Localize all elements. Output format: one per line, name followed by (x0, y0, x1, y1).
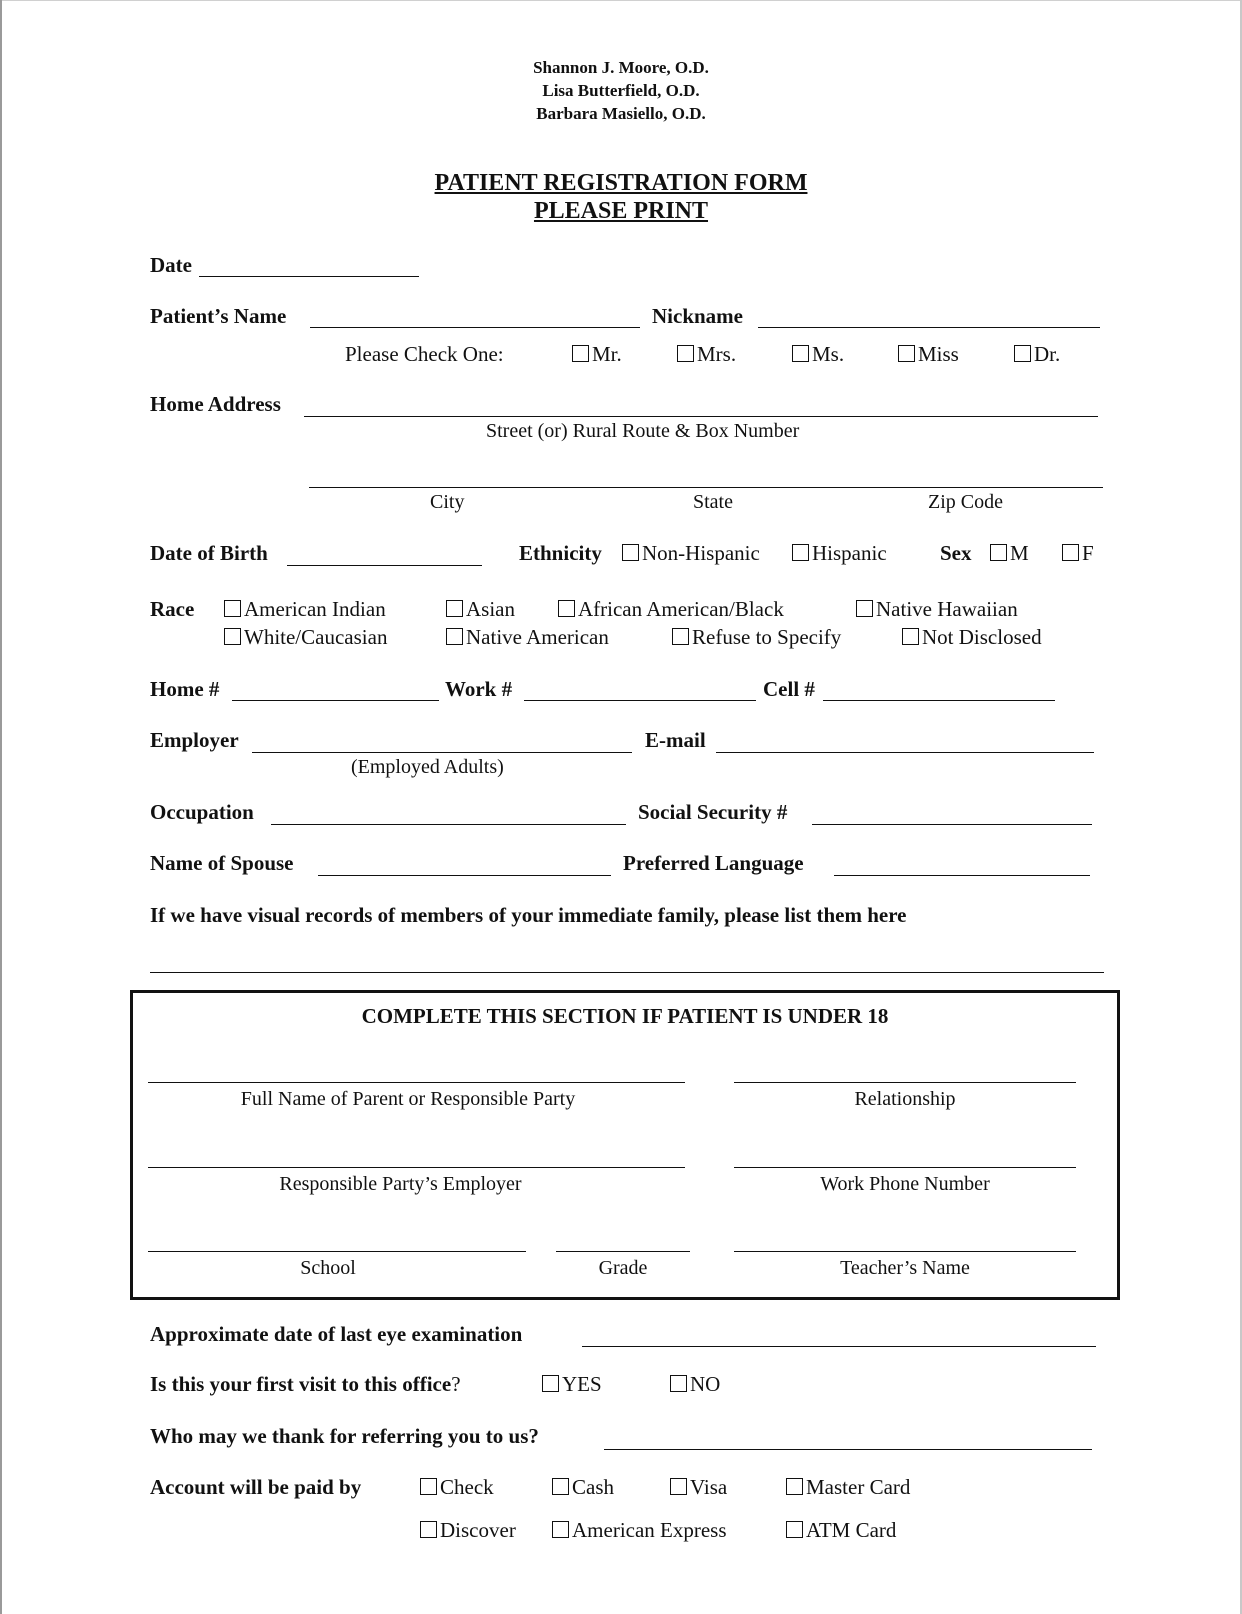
cell-phone-field[interactable] (823, 700, 1055, 701)
payment-option-discover[interactable]: Discover (420, 1518, 516, 1543)
dob-label: Date of Birth (150, 541, 268, 565)
payment-option-master-card[interactable]: Master Card (786, 1475, 910, 1500)
form-title: PATIENT REGISTRATION FORM (434, 170, 808, 196)
page-border-top (0, 0, 1242, 1)
first-visit-yes[interactable]: YES (542, 1372, 602, 1397)
first-visit-no[interactable]: NO (670, 1372, 720, 1397)
relationship-field[interactable] (734, 1082, 1076, 1083)
race-option-african-american[interactable]: African American/Black (558, 597, 784, 622)
sex-option-m[interactable]: M (990, 541, 1029, 566)
payment-option-amex[interactable]: American Express (552, 1518, 727, 1543)
language-field[interactable] (834, 875, 1090, 876)
race-option-asian[interactable]: Asian (446, 597, 515, 622)
checkbox-icon (898, 345, 915, 362)
email-field[interactable] (716, 752, 1094, 753)
race-option-white[interactable]: White/Caucasian (224, 625, 387, 650)
nickname-label: Nickname (652, 304, 743, 328)
rp-employer-caption: Responsible Party’s Employer (279, 1173, 522, 1195)
race-option-refuse[interactable]: Refuse to Specify (672, 625, 841, 650)
title-option-ms[interactable]: Ms. (792, 342, 844, 367)
dob-field[interactable] (287, 565, 482, 566)
doctor-list (0, 56, 1242, 125)
employer-label: Employer (150, 728, 239, 752)
ethnicity-option-non-hispanic[interactable]: Non-Hispanic (622, 541, 760, 566)
zip-caption: Zip Code (928, 491, 1003, 513)
relationship-caption: Relationship (854, 1088, 956, 1110)
parent-name-field[interactable] (148, 1082, 685, 1083)
referral-field[interactable] (604, 1449, 1092, 1450)
teacher-field[interactable] (734, 1251, 1076, 1252)
checkbox-icon (856, 600, 873, 617)
title-option-dr[interactable]: Dr. (1014, 342, 1060, 367)
work-phone-field[interactable] (524, 700, 756, 701)
checkbox-icon (1062, 544, 1079, 561)
form-subtitle: PLEASE PRINT (533, 198, 709, 224)
minor-section-heading: COMPLETE THIS SECTION IF PATIENT IS UNDER 18 (361, 1004, 889, 1028)
checkbox-icon (672, 628, 689, 645)
checkbox-icon (224, 628, 241, 645)
checkbox-icon (446, 628, 463, 645)
rp-employer-field[interactable] (148, 1167, 685, 1168)
checkbox-icon (792, 345, 809, 362)
checkbox-icon (420, 1521, 437, 1538)
parent-name-caption: Full Name of Parent or Responsible Party (240, 1088, 576, 1110)
family-field[interactable] (150, 972, 1104, 973)
referral-label: Who may we thank for referring you to us? (150, 1424, 539, 1448)
race-label: Race (150, 597, 195, 621)
work-phone-number-field[interactable] (734, 1167, 1076, 1168)
school-caption: School (300, 1257, 356, 1279)
payment-option-visa[interactable]: Visa (670, 1475, 727, 1500)
city-state-zip-field[interactable] (309, 487, 1103, 488)
work-phone-number-caption: Work Phone Number (820, 1173, 990, 1195)
street-caption: Street (or) Rural Route & Box Number (486, 420, 800, 442)
work-phone-label: Work # (445, 677, 513, 701)
state-caption: State (693, 491, 733, 513)
paid-by-label: Account will be paid by (150, 1475, 362, 1499)
city-caption: City (430, 491, 465, 513)
payment-option-atm[interactable]: ATM Card (786, 1518, 896, 1543)
checkbox-icon (622, 544, 639, 561)
teacher-caption: Teacher’s Name (840, 1257, 970, 1279)
ssn-field[interactable] (812, 824, 1092, 825)
checkbox-icon (670, 1478, 687, 1495)
doctor-name: Lisa Butterfield, O.D. (542, 81, 700, 100)
employer-caption: (Employed Adults) (351, 756, 504, 778)
last-exam-field[interactable] (582, 1346, 1096, 1347)
checkbox-icon (786, 1478, 803, 1495)
street-field[interactable] (304, 416, 1098, 417)
patient-name-field[interactable] (310, 327, 640, 328)
checkbox-icon (224, 600, 241, 617)
doctor-name: Barbara Masiello, O.D. (536, 104, 706, 123)
patient-name-label: Patient’s Name (150, 304, 287, 328)
checkbox-icon (1014, 345, 1031, 362)
checkbox-icon (792, 544, 809, 561)
payment-option-check[interactable]: Check (420, 1475, 494, 1500)
title-option-mr[interactable]: Mr. (572, 342, 622, 367)
checkbox-icon (902, 628, 919, 645)
sex-label: Sex (940, 541, 972, 565)
grade-caption: Grade (598, 1257, 648, 1279)
payment-option-cash[interactable]: Cash (552, 1475, 614, 1500)
race-option-american-indian[interactable]: American Indian (224, 597, 386, 622)
checkbox-icon (552, 1478, 569, 1495)
family-prompt: If we have visual records of members of your immediate family, please list them here (150, 903, 907, 927)
nickname-field[interactable] (758, 327, 1100, 328)
minor-section (130, 990, 1120, 1300)
ethnicity-option-hispanic[interactable]: Hispanic (792, 541, 887, 566)
ethnicity-label: Ethnicity (519, 541, 602, 565)
checkbox-icon (786, 1521, 803, 1538)
language-label: Preferred Language (623, 851, 804, 875)
ssn-label: Social Security # (638, 800, 788, 824)
page-border-left (0, 0, 2, 1614)
doctor-name: Shannon J. Moore, O.D. (533, 58, 709, 77)
date-field[interactable] (199, 276, 419, 277)
spouse-label: Name of Spouse (150, 851, 294, 875)
occupation-field[interactable] (271, 824, 626, 825)
first-visit-question: Is this your first visit to this office? (150, 1372, 461, 1396)
checkbox-icon (572, 345, 589, 362)
race-option-native-american[interactable]: Native American (446, 625, 609, 650)
sex-option-f[interactable]: F (1062, 541, 1094, 566)
checkbox-icon (990, 544, 1007, 561)
spouse-field[interactable] (318, 875, 611, 876)
checkbox-icon (558, 600, 575, 617)
checkbox-icon (542, 1375, 559, 1392)
checkbox-icon (446, 600, 463, 617)
last-exam-label: Approximate date of last eye examination (150, 1322, 523, 1346)
employer-field[interactable] (252, 752, 632, 753)
school-field[interactable] (148, 1251, 526, 1252)
checkbox-icon (420, 1478, 437, 1495)
title-option-mrs[interactable]: Mrs. (677, 342, 736, 367)
date-label: Date (150, 253, 192, 277)
home-phone-field[interactable] (232, 700, 439, 701)
home-address-label: Home Address (150, 392, 281, 416)
home-phone-label: Home # (150, 677, 220, 701)
grade-field[interactable] (556, 1251, 690, 1252)
race-option-native-hawaiian[interactable]: Native Hawaiian (856, 597, 1018, 622)
please-check-label: Please Check One: (345, 342, 504, 366)
title-option-miss[interactable]: Miss (898, 342, 959, 367)
email-label: E-mail (645, 728, 706, 752)
cell-phone-label: Cell # (763, 677, 815, 701)
checkbox-icon (677, 345, 694, 362)
occupation-label: Occupation (150, 800, 254, 824)
checkbox-icon (670, 1375, 687, 1392)
race-option-not-disclosed[interactable]: Not Disclosed (902, 625, 1042, 650)
checkbox-icon (552, 1521, 569, 1538)
